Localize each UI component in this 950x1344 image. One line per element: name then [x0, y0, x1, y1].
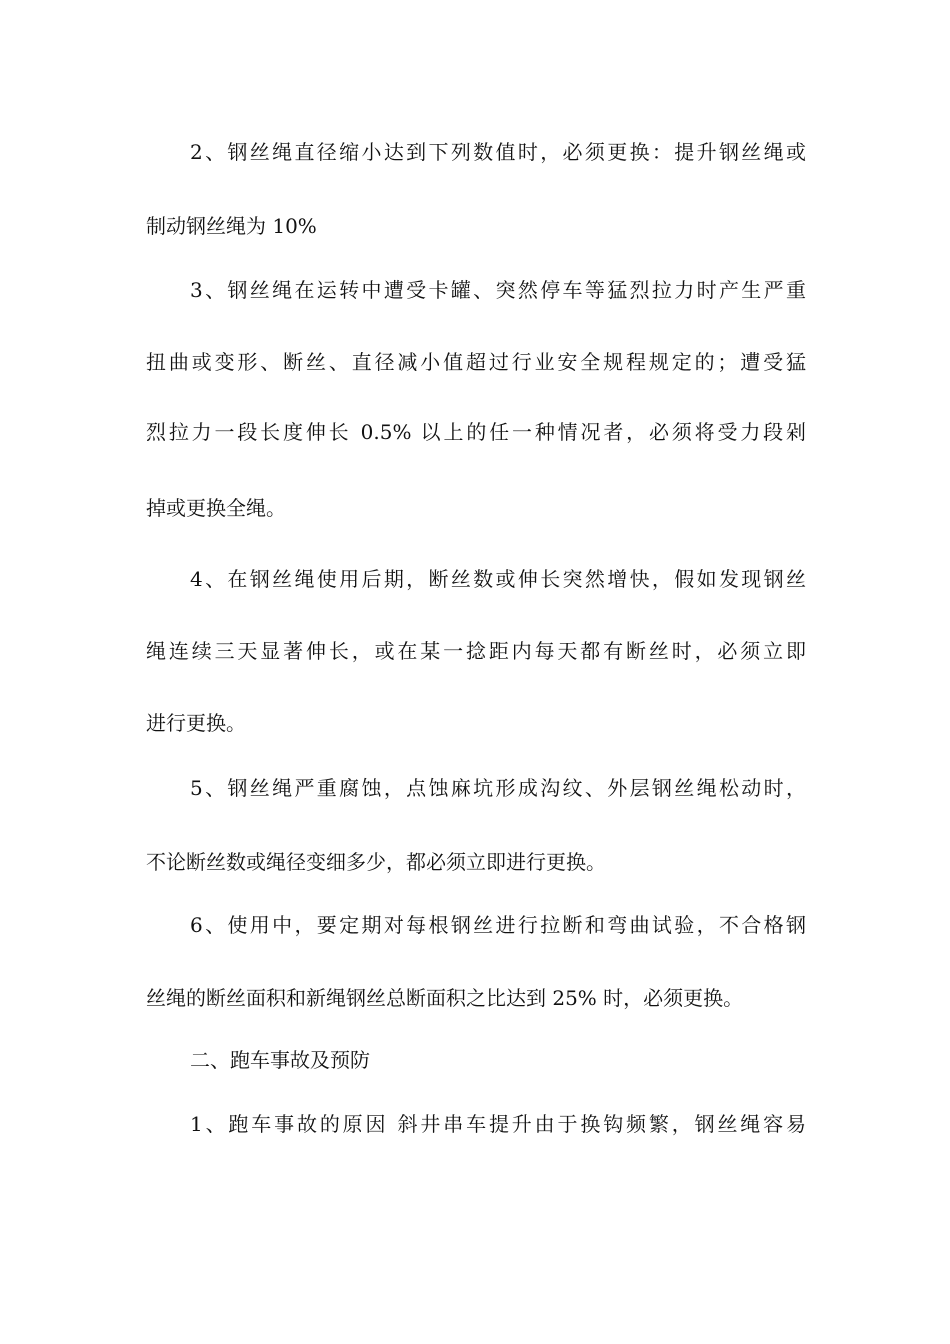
text-line-9: 进行更换。 — [146, 711, 246, 735]
text-line-10: 5、钢丝绳严重腐蚀，点蚀麻坑形成沟纹、外层钢丝绳松动时， — [190, 776, 806, 800]
text-line-12: 6、使用中，要定期对每根钢丝进行拉断和弯曲试验，不合格钢 — [190, 913, 806, 937]
text-line-5: 烈拉力一段长度伸长 0.5% 以上的任一种情况者，必须将受力段剁 — [146, 420, 806, 444]
text-line-8: 绳连续三天显著伸长，或在某一捻距内每天都有断丝时，必须立即 — [146, 639, 806, 663]
text-line-15: 1、跑车事故的原因 斜井串车提升由于换钩频繁，钢丝绳容易 — [190, 1112, 806, 1136]
text-line-3: 3、钢丝绳在运转中遭受卡罐、突然停车等猛烈拉力时产生严重 — [190, 278, 806, 302]
text-line-6: 掉或更换全绳。 — [146, 496, 286, 520]
text-line-7: 4、在钢丝绳使用后期，断丝数或伸长突然增快，假如发现钢丝 — [190, 567, 806, 591]
section-heading: 二、跑车事故及预防 — [190, 1048, 370, 1072]
text-line-2: 制动钢丝绳为 10% — [146, 214, 317, 238]
text-line-4: 扭曲或变形、断丝、直径减小值超过行业安全规程规定的；遭受猛 — [146, 350, 806, 374]
text-line-1: 2、钢丝绳直径缩小达到下列数值时，必须更换：提升钢丝绳或 — [190, 140, 806, 164]
text-line-11: 不论断丝数或绳径变细多少，都必须立即进行更换。 — [146, 850, 606, 874]
text-line-13: 丝绳的断丝面积和新绳钢丝总断面积之比达到 25% 时，必须更换。 — [146, 986, 744, 1010]
